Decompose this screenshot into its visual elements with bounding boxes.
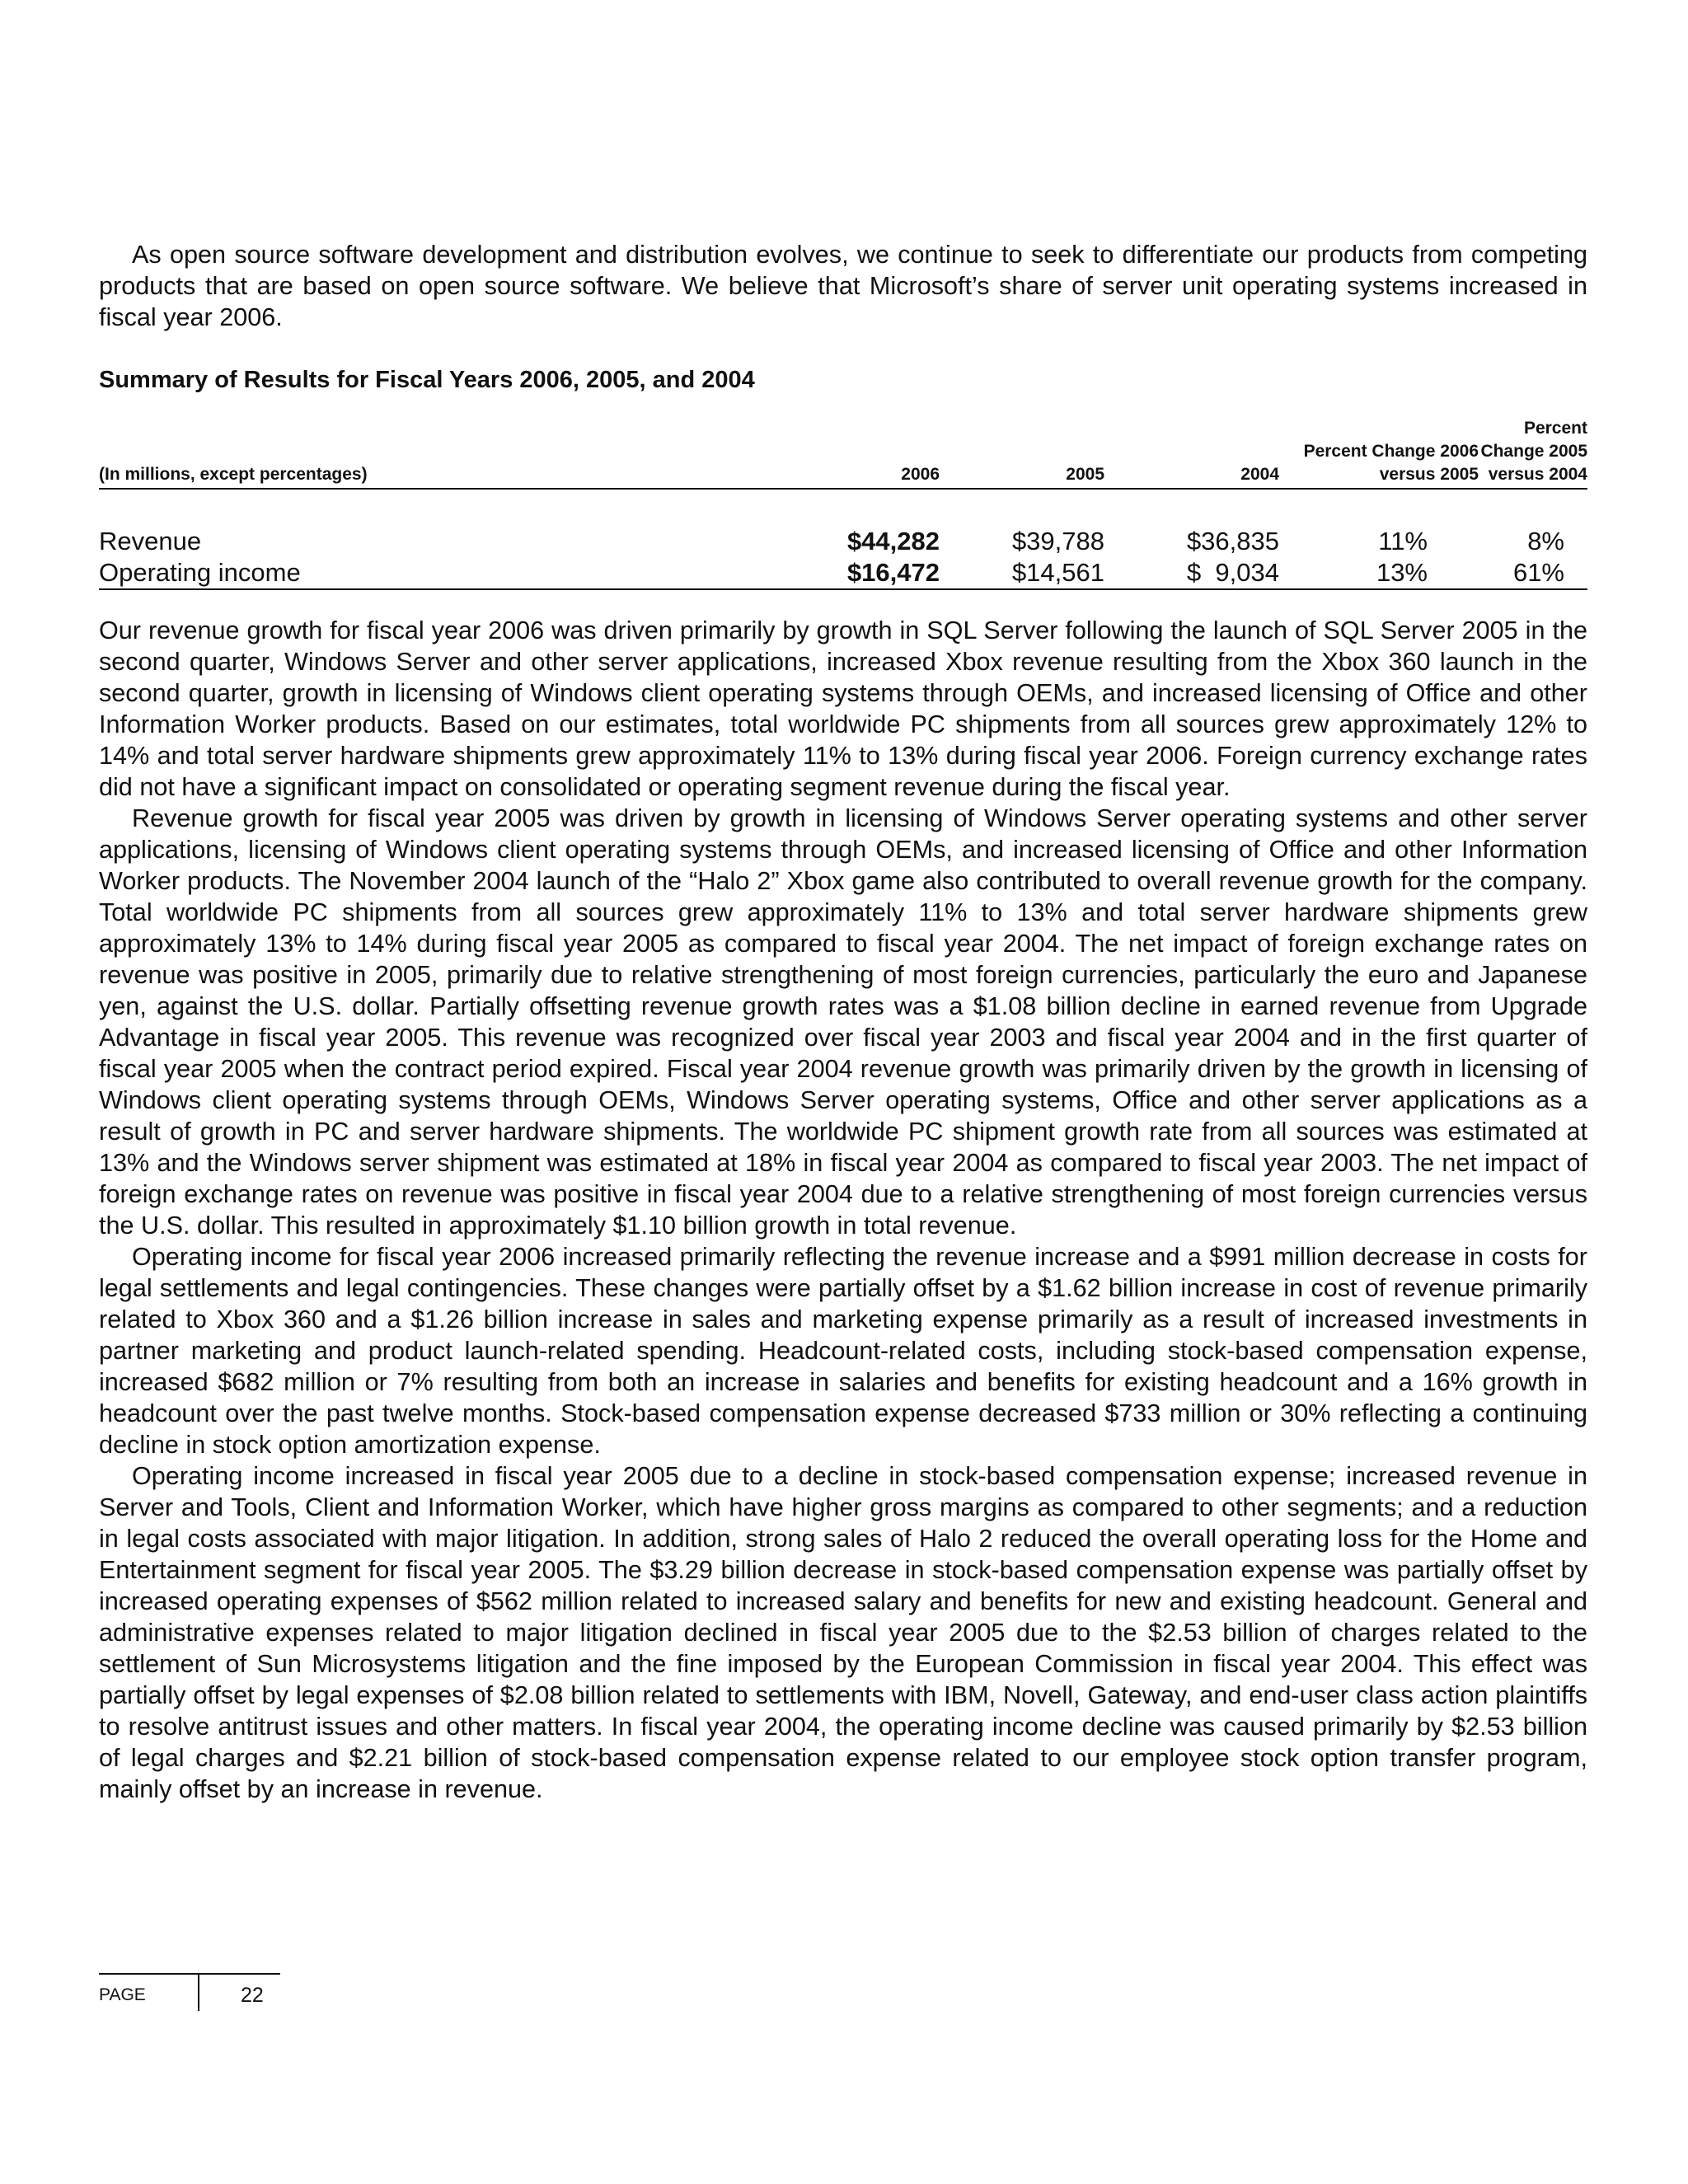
pct-change-2005-2004: 8%	[1527, 527, 1564, 555]
page-number: 22	[241, 1984, 264, 2007]
row-label: Operating income	[99, 558, 301, 587]
col-header-pct-2005-2004: Percent Change 2005 versus 2004	[1480, 419, 1587, 484]
value-2005: $39,788	[1011, 527, 1104, 555]
row-label: Revenue	[99, 527, 202, 555]
results-table	[99, 417, 1587, 590]
value-2006: $44,282	[846, 527, 940, 555]
section-title: Summary of Results for Fiscal Years 2006, 2005, and 2004	[99, 367, 755, 393]
col-header-2005: 2005	[1066, 465, 1104, 484]
value-2006: $16,472	[846, 558, 940, 587]
paragraph-revenue-2005: Revenue growth for fiscal year 2005 was driven by growth in licensing of Windows Server operating systems and other server applications, licensing of Windows client operating systems through OEMs, and increased licensing of Office and other Information Worker products. The November 2004 launch of the “Halo 2” Xbox game also contributed to overall revenue growth for the company. Total worldwide PC shipments from all sources grew approximately 11% to 13% and total server hardware shipments grew approximately 13% to 14% during fiscal year 2005 as compared to fiscal year 2004. The net impact of foreign exchange rates on revenue was positive in 2005, primarily due to relative strengthening of most foreign currencies, particularly the euro and Japanese yen, against the U.S. dollar. Partially offsetting revenue growth rates was a $1.08 billion decline in earned revenue from Upgrade Advantage in fiscal year 2005. This revenue was recognized over fiscal year 2003 and fiscal year 2004 and in the first quarter of fiscal year 2005 when the contract period expired. Fiscal year 2004 revenue growth was primarily driven by the growth in licensing of Windows client operating systems through OEMs, Windows Server operating systems, Office and other server applications as a result of growth in PC and server hardware shipments. The worldwide PC shipment growth rate from all sources was estimated at 13% and the Windows server shipment was estimated at 18% in fiscal year 2004 as compared to fiscal year 2003. The net impact of foreign exchange rates on revenue was positive in fiscal year 2004 due to a relative strengthening of most foreign currencies versus the U.S. dollar. This resulted in approximately $1.10 billion growth in total revenue.	[99, 804, 1587, 1240]
col-header-2006: 2006	[901, 465, 940, 484]
body-text	[99, 615, 1587, 1805]
document-page	[99, 239, 1587, 1805]
intro-paragraph: As open source software development and distribution evolves, we continue to seek to differentiate our products from competing products that are based on open source software. We believe that Microsoft’s share of server unit operating systems increased in fiscal year 2006.	[99, 241, 1587, 331]
value-2005: $14,561	[1011, 558, 1104, 587]
pct-change-2005-2004: 61%	[1512, 558, 1564, 587]
paragraph-operating-income-2005: Operating income increased in fiscal year 2005 due to a decline in stock-based compensation expense; increased revenue in Server and Tools, Client and Information Worker, which have higher gross margins as compared to other segments; and a reduction in legal costs associated with major litigation. In addition, strong sales of Halo 2 reduced the overall operating loss for the Home and Entertainment segment for fiscal year 2005. The $3.29 billion decrease in stock-based compensation expense was partially offset by increased operating expenses of $562 million related to increased salary and benefits for new and existing headcount. General and administrative expenses related to major litigation declined in fiscal year 2005 due to the $2.53 billion of charges related to the settlement of Sun Microsystems litigation and the fine imposed by the European Commission in fiscal year 2004. This effect was partially offset by legal expenses of $2.08 billion related to settlements with IBM, Novell, Gateway, and end-user class action plaintiffs to resolve antitrust issues and other matters. In fiscal year 2004, the operating income decline was caused primarily by $2.53 billion of legal charges and $2.21 billion of stock-based compensation expense related to our employee stock option transfer program, mainly offset by an increase in revenue.	[99, 1462, 1587, 1803]
col-header-pct-2006-2005: Percent Change 2006 versus 2005	[1303, 442, 1479, 484]
table-row-operating-income	[99, 557, 1587, 589]
value-2004: $36,835	[1186, 527, 1279, 555]
footer-page-label: PAGE	[99, 1985, 146, 2004]
col-header-2004: 2004	[1240, 465, 1279, 484]
table-header-label: (In millions, except percentages)	[99, 465, 368, 484]
page-footer	[99, 1973, 280, 2013]
table-header-row	[99, 417, 1587, 489]
pct-change-2006-2005: 13%	[1376, 558, 1428, 587]
table-row-revenue	[99, 489, 1587, 557]
value-2004: $ 9,034	[1186, 558, 1279, 587]
paragraph-revenue-2006: Our revenue growth for fiscal year 2006 was driven primarily by growth in SQL Server following the launch of SQL Server 2005 in the second quarter, Windows Server and other server applications, increased Xbox revenue resulting from the Xbox 360 launch in the second quarter, growth in licensing of Windows client operating systems through OEMs, and increased licensing of Office and other Information Worker products. Based on our estimates, total worldwide PC shipments from all sources grew approximately 12% to 14% and total server hardware shipments grew approximately 11% to 13% during fiscal year 2006. Foreign currency exchange rates did not have a significant impact on consolidated or operating segment revenue during the fiscal year.	[99, 616, 1587, 801]
pct-change-2006-2005: 11%	[1378, 527, 1428, 555]
paragraph-operating-income-2006: Operating income for fiscal year 2006 increased primarily reflecting the revenue increase and a $991 million decrease in costs for legal settlements and legal contingencies. These changes were partially offset by a $1.62 billion increase in cost of revenue primarily related to Xbox 360 and a $1.26 billion increase in sales and marketing expense primarily as a result of increased investments in partner marketing and product launch-related spending. Headcount-related costs, including stock-based compensation expense, increased $682 million or 7% resulting from both an increase in salaries and benefits for existing headcount and a 16% growth in headcount over the past twelve months. Stock-based compensation expense decreased $733 million or 30% reflecting a continuing decline in stock option amortization expense.	[99, 1243, 1587, 1459]
